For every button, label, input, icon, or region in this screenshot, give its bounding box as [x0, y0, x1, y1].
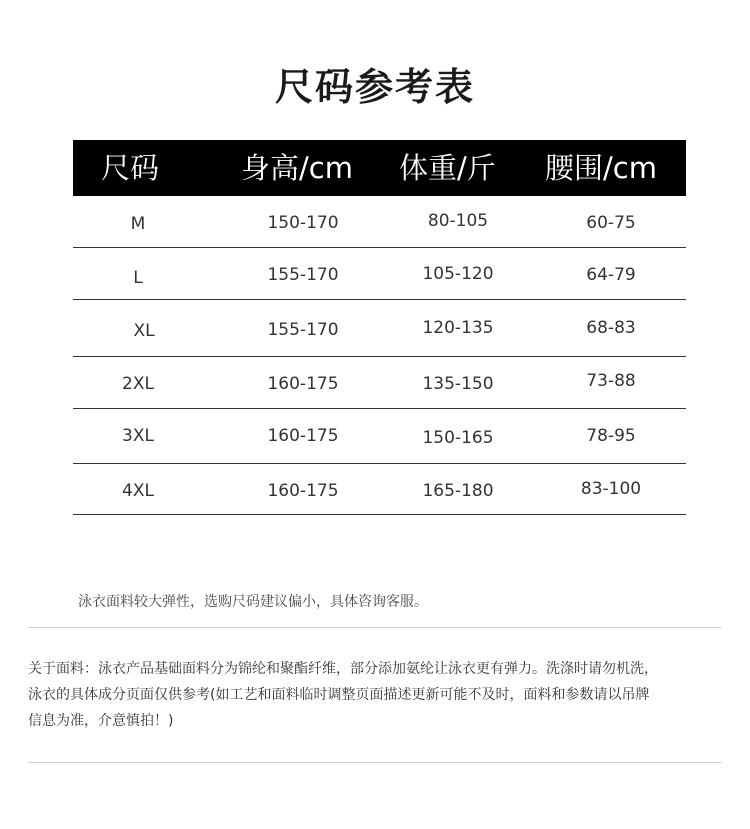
table-row — [73, 409, 686, 464]
fabric-line: 信息为准，介意慎拍！) — [28, 713, 174, 729]
header-waist: 腰围/cm — [545, 151, 657, 185]
size-cell: L — [133, 268, 143, 288]
table-row — [73, 464, 686, 515]
waist-cell: 68-83 — [586, 318, 636, 338]
waist-cell: 64-79 — [586, 265, 636, 285]
waist-cell: 60-75 — [586, 213, 636, 233]
size-table — [73, 140, 686, 515]
weight-cell: 105-120 — [422, 264, 494, 284]
fabric-line: 泳衣的具体成分页面仅供参考(如工艺和面料临时调整页面描述更新可能不及时，面料和参数请以吊牌 — [28, 687, 650, 703]
height-cell: 155-170 — [267, 320, 339, 340]
height-cell: 150-170 — [267, 213, 339, 233]
weight-cell: 120-135 — [422, 318, 494, 338]
page-title: 尺码参考表 — [274, 64, 475, 109]
weight-cell: 165-180 — [422, 481, 494, 501]
fabric-line: 关于面料：泳衣产品基础面料分为锦纶和聚酯纤维，部分添加氨纶让泳衣更有弹力。洗涤时请勿机洗， — [28, 661, 658, 677]
header-height: 身高/cm — [241, 151, 353, 185]
size-cell: XL — [133, 321, 155, 341]
header-weight: 体重/斤 — [399, 151, 496, 185]
waist-cell: 73-88 — [586, 371, 636, 391]
table-row — [73, 300, 686, 357]
divider — [28, 627, 722, 628]
table-header — [73, 140, 686, 196]
weight-cell: 135-150 — [422, 374, 494, 394]
waist-cell: 78-95 — [586, 426, 636, 446]
size-cell: M — [130, 214, 146, 234]
table-row — [73, 357, 686, 409]
divider — [28, 762, 722, 763]
table-row — [73, 196, 686, 248]
waist-cell: 83-100 — [580, 479, 642, 499]
table-row — [73, 248, 686, 300]
size-cell: 4XL — [122, 481, 154, 501]
height-cell: 160-175 — [267, 481, 339, 501]
size-cell: 2XL — [122, 374, 154, 394]
height-cell: 160-175 — [267, 426, 339, 446]
weight-cell: 80-105 — [427, 211, 489, 231]
height-cell: 155-170 — [267, 265, 339, 285]
weight-cell: 150-165 — [422, 428, 494, 448]
size-advice-note: 泳衣面料较大弹性，选购尺码建议偏小，具体咨询客服。 — [78, 594, 428, 610]
height-cell: 160-175 — [267, 374, 339, 394]
header-size: 尺码 — [101, 151, 160, 185]
fabric-info — [28, 656, 728, 734]
size-cell: 3XL — [122, 426, 154, 446]
